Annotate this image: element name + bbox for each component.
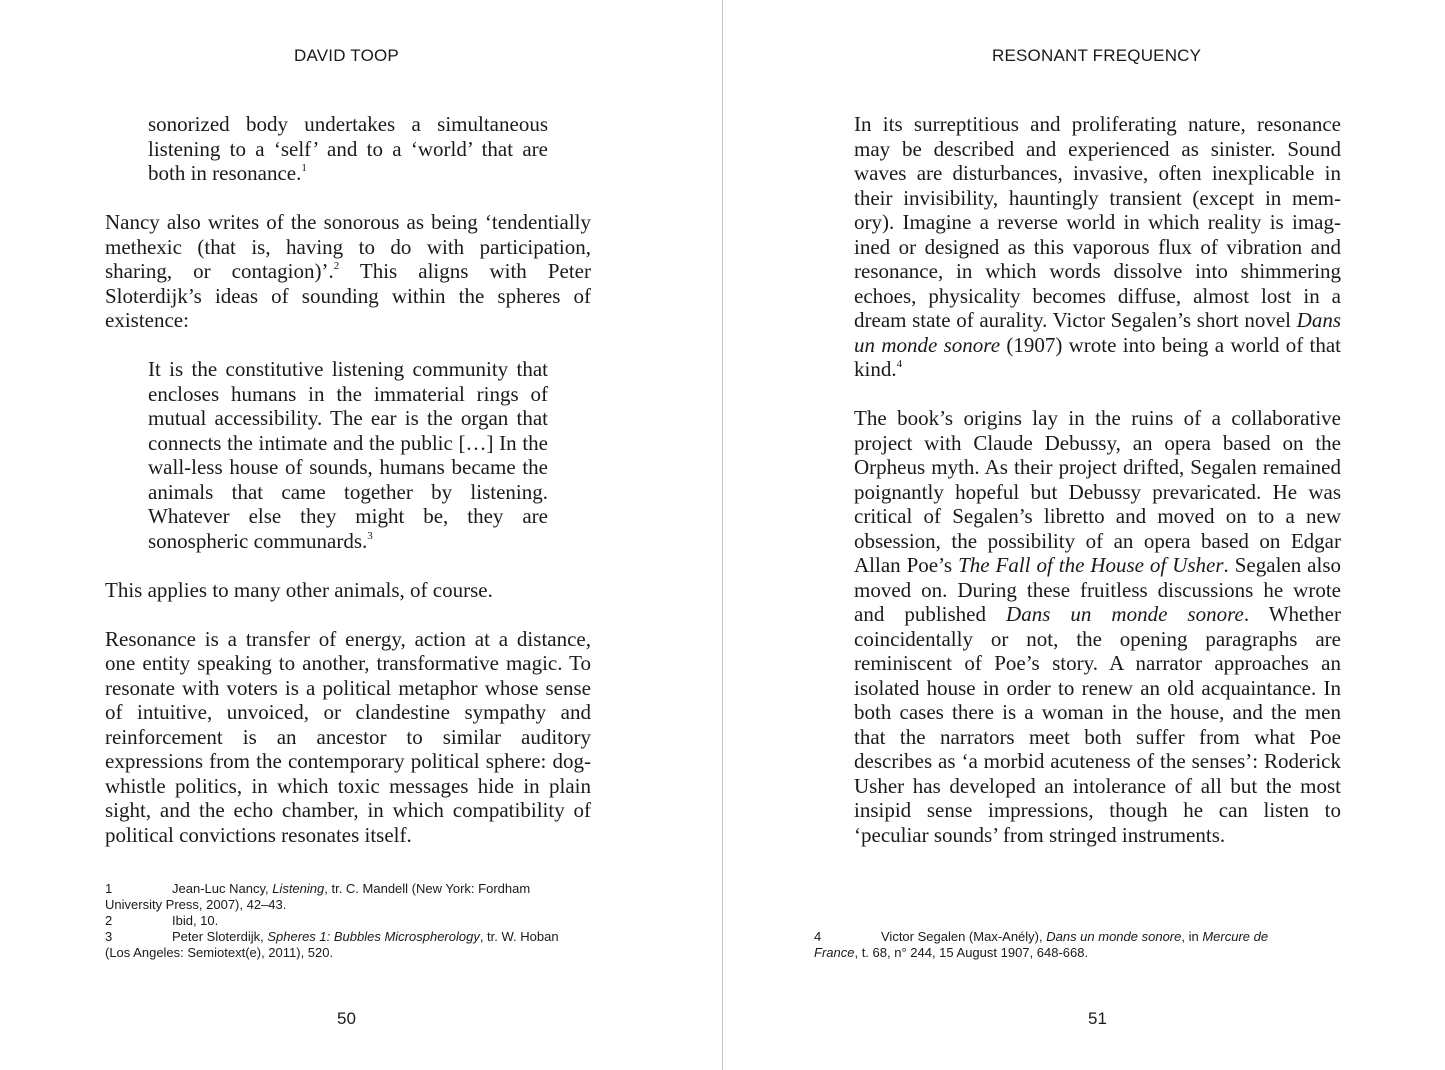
footnote bbox=[105, 881, 585, 913]
text-run: , t. 68, n° 244, 15 August 1907, 648-668. bbox=[854, 945, 1089, 960]
footnote-ref: 4 bbox=[896, 358, 903, 370]
italic-title: Mercure de France bbox=[814, 929, 1269, 960]
block-quote bbox=[148, 357, 548, 553]
block-quote bbox=[148, 112, 548, 186]
text-run: This aligns with Peter Sloterdijk’s ideas of sounding within the spheres of existence: bbox=[105, 259, 591, 332]
text-run: Resonance is a transfer of energy, action at a distance, one entity speaking to another, transformative magic. To resonate with voters is a political metaphor whose sense of intuitive, unvoiced, or clandestine sympathy and reinforcement is an ancestor to similar auditory expressions from the contemporary political sphere: dog-whistle politics, in which toxic messages hide in plain sight, and the echo chamber, in which compatibility of political convictions resonates itself. bbox=[105, 626, 591, 847]
text-run: Ibid, 10. bbox=[172, 913, 219, 928]
footnote-number: 3 bbox=[105, 929, 113, 944]
paragraph bbox=[854, 406, 1341, 847]
footnote-ref: 3 bbox=[367, 529, 373, 542]
text-run: sonorized body undertakes a simultaneous listening to a ‘self’ and to a ‘world’ that are both in resonance. bbox=[148, 112, 548, 185]
text-run: Peter Sloterdijk, bbox=[172, 929, 268, 944]
footnotes bbox=[105, 881, 585, 961]
text-run: The book’s origins lay in the ruins of a collaborative project with Claude Debussy, an opera based on the Orpheus myth. As their project drifted, Segalen remained poignantly hopeful but Debussy prevaricated. He was critical of Segalen’s libretto and moved on to a new obsession, the possibility of an opera based on Edgar Allan Poe’s bbox=[854, 406, 1341, 577]
paragraph bbox=[105, 627, 591, 848]
page-number: 51 bbox=[1088, 1009, 1107, 1028]
text-run: (1907) wrote into being a world of that kind. bbox=[854, 332, 1341, 381]
text-run: In its surreptitious and proliferating nature, resonance may be described and experienced as sinister. Sound waves are disturbances, invasive, often inexplicable in their invisibility, hauntingly transient (except in memory). Imagine a reverse world in which reality is imagined or designed as this vaporous flux of vibration and resonance, in which words dissolve into shimmering echoes, physicality becomes diffuse, almost lost in a dream state of aurality. Victor Segalen’s short novel bbox=[854, 112, 1341, 332]
running-head: RESONANT FREQUENCY bbox=[992, 46, 1202, 65]
text-run: It is the constitutive listening community that encloses humans in the immaterial rings of mutual accessibility. The ear is the organ that connects the intimate and the public […] In the wall-less house of sounds, humans became the animals that came together by listening. Whatever else they might be, they are sonospheric communards. bbox=[148, 357, 548, 553]
paragraph bbox=[105, 578, 591, 603]
italic-title: Dans un monde sonore bbox=[854, 308, 1341, 357]
footnote-ref: 2 bbox=[333, 260, 340, 272]
paragraph bbox=[105, 210, 591, 333]
text-run: Victor Segalen (Max-Anély), bbox=[881, 929, 1047, 944]
text-run: Jean-Luc Nancy, bbox=[172, 881, 273, 896]
footnote bbox=[105, 913, 585, 929]
right-page bbox=[723, 0, 1445, 1070]
text-run: , in bbox=[1181, 929, 1203, 944]
italic-title: The Fall of the House of Usher bbox=[958, 553, 1224, 577]
italic-title: Listening bbox=[272, 881, 325, 896]
page-number: 50 bbox=[337, 1009, 356, 1028]
body-text bbox=[854, 112, 1341, 872]
footnote-number: 1 bbox=[105, 881, 113, 896]
text-run: , tr. W. Hoban (Los Angeles: Semiotext(e), 2011), 520. bbox=[105, 929, 559, 960]
italic-title: Dans un monde sonore bbox=[1006, 602, 1244, 626]
text-run: , tr. C. Mandell (New York: Fordham University Press, 2007), 42–43. bbox=[105, 881, 531, 912]
footnote bbox=[105, 929, 585, 961]
footnote-ref: 1 bbox=[301, 162, 307, 174]
text-run: This applies to many other animals, of course. bbox=[105, 577, 493, 602]
footnotes bbox=[814, 929, 1294, 961]
left-page bbox=[0, 0, 722, 1070]
italic-title: Dans un monde sonore bbox=[1046, 929, 1182, 944]
footnote-number: 2 bbox=[105, 913, 113, 928]
text-run: Nancy also writes of the sonorous as being ‘tendentially methexic (that is, having to do with participation, sharing, or contagion)’. bbox=[105, 210, 591, 283]
footnote bbox=[814, 929, 1294, 961]
body-text bbox=[105, 112, 591, 872]
text-run: . Whether coincidentally or not, the opening paragraphs are reminiscent of Poe’s story. A narrator approaches an isolated house in order to renew an old acquaintance. In both cases there is a woman in the house, and the men that the narrators meet both suffer from what Poe describes as ‘a morbid acuteness of the senses’: Roderick Usher has developed an intolerance of all but the most insipid sense impressions, though he can listen to ‘peculiar sounds’ from stringed instruments. bbox=[854, 602, 1341, 847]
running-head: DAVID TOOP bbox=[294, 46, 399, 65]
paragraph bbox=[854, 112, 1341, 382]
text-run: . Segalen also moved on. During these fruitless discussions he wrote and published bbox=[854, 553, 1341, 626]
italic-title: Spheres 1: Bubbles Microspherology bbox=[267, 929, 480, 944]
footnote-number: 4 bbox=[814, 929, 822, 944]
